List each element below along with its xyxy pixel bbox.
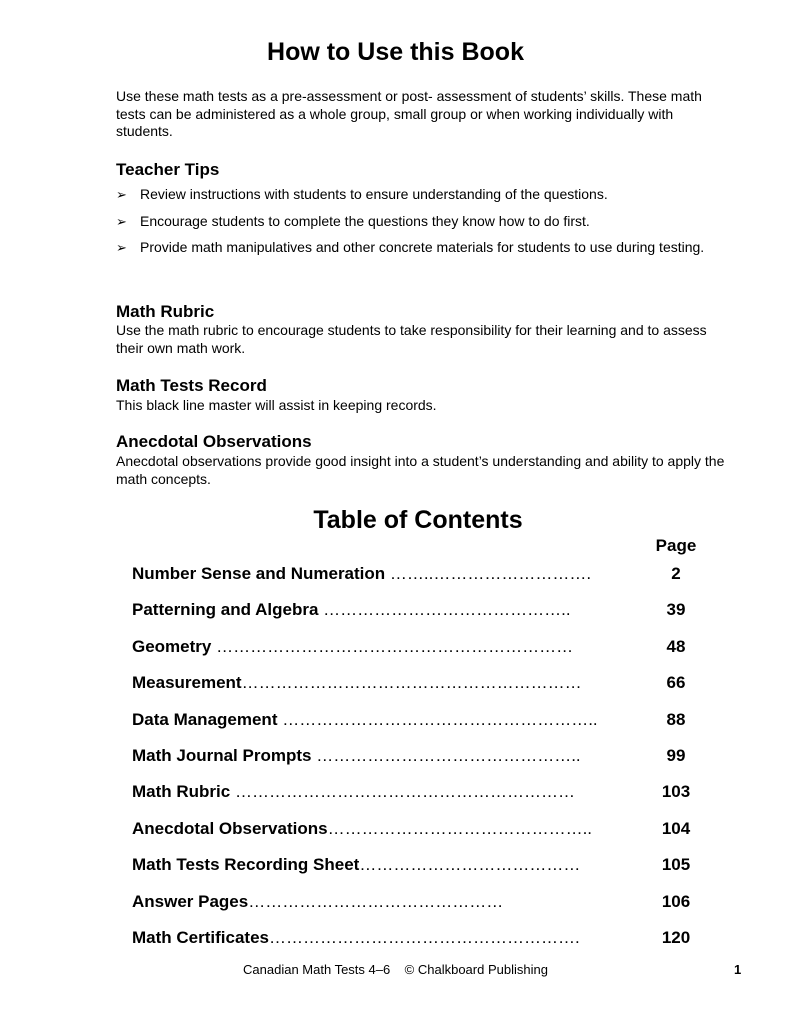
toc-entry-label: Data Management <box>132 709 278 729</box>
tip-item <box>116 239 726 257</box>
math-tests-record-heading: Math Tests Record <box>116 376 267 395</box>
tip-text: Review instructions with students to ensure understanding of the questions. <box>140 186 608 202</box>
anecdotal-observations-text: Anecdotal observations provide good insight into a student’s understanding and ability to apply the math concepts. <box>116 453 725 487</box>
toc-entry <box>132 854 732 890</box>
toc-title: Table of Contents <box>313 506 523 534</box>
toc-entry-page: 105 <box>661 855 691 875</box>
math-rubric-heading: Math Rubric <box>116 302 215 321</box>
toc-entry-page: 39 <box>666 600 686 620</box>
toc-entry-label: Math Journal Prompts <box>132 745 312 765</box>
toc-entry-page: 106 <box>661 891 691 911</box>
footer-text: Canadian Math Tests 4–6 © Chalkboard Publishing <box>243 962 548 977</box>
toc-leader-dots: ………………………………………………. <box>268 927 580 947</box>
toc-entry-page: 48 <box>666 636 686 656</box>
toc-leader-dots: ……………………………………………………… <box>211 636 574 656</box>
page-title: How to Use this Book <box>267 38 524 66</box>
toc-entry-label: Anecdotal Observations <box>132 818 328 838</box>
arrow-bullet-icon: ➢ <box>116 240 127 255</box>
toc-entry-label: Answer Pages <box>132 891 249 911</box>
toc-entry-label: Math Tests Recording Sheet <box>132 855 360 875</box>
toc-entry-page: 66 <box>666 673 686 693</box>
toc-entry-page: 2 <box>671 564 681 583</box>
teacher-tips-heading: Teacher Tips <box>116 160 220 179</box>
toc-entry <box>132 818 732 854</box>
toc-entry-page: 120 <box>661 927 691 947</box>
toc-entry-label: Math Certificates <box>132 927 269 947</box>
arrow-bullet-icon: ➢ <box>116 213 127 229</box>
arrow-bullet-icon: ➢ <box>116 187 127 202</box>
toc-entry <box>132 563 732 599</box>
toc-entry <box>132 745 732 781</box>
footer-page-number: 1 <box>734 962 742 977</box>
anecdotal-observations-heading: Anecdotal Observations <box>116 432 312 451</box>
toc-entry <box>132 927 732 963</box>
toc-leader-dots: ……………………………………….. <box>327 818 593 838</box>
toc-leader-dots: ……………………………………………….. <box>277 709 598 729</box>
tip-text: Provide math manipulatives and other concrete materials for students to use during testing. <box>140 239 705 255</box>
toc-entry-label: Patterning and Algebra <box>132 600 319 620</box>
math-tests-record-text: This black line master will assist in keeping records. <box>116 397 437 413</box>
toc-entry <box>132 636 732 672</box>
toc-entry <box>132 891 732 927</box>
toc-entry-label: Measurement <box>132 673 242 693</box>
toc-leader-dots: ………………………………… <box>359 855 581 875</box>
toc-leader-dots: ……………………………………….. <box>311 745 581 765</box>
toc-list <box>132 563 732 963</box>
toc-entry-page: 104 <box>661 818 691 838</box>
tip-text: Encourage students to complete the questions they know how to do first. <box>140 212 590 229</box>
toc-entry <box>132 672 732 708</box>
tip-item <box>116 213 726 231</box>
toc-leader-dots: ……………………………………… <box>248 891 504 911</box>
toc-entry <box>132 599 732 635</box>
toc-entry-page: 88 <box>666 709 686 729</box>
toc-entry-page: 103 <box>661 782 691 802</box>
toc-entry-page: 99 <box>666 745 686 765</box>
toc-entry-label: Number Sense and Numeration <box>132 564 386 583</box>
toc-leader-dots: …………………………………………………… <box>241 673 582 693</box>
toc-leader-dots: ……..………………………. <box>385 564 592 583</box>
toc-entry-label: Geometry <box>132 636 212 656</box>
toc-entry <box>132 781 732 817</box>
toc-leader-dots: …………………………………….. <box>318 600 571 620</box>
toc-entry-label: Math Rubric <box>132 782 231 802</box>
math-rubric-text: Use the math rubric to encourage students to take responsibility for their learning and to assess their own math work. <box>116 322 707 356</box>
tip-item <box>116 186 726 204</box>
teacher-tips-list <box>116 186 726 266</box>
toc-entry <box>132 709 732 745</box>
intro-paragraph: Use these math tests as a pre-assessment or post- assessment of students’ skills. These math tests can be administered as a whole group, small group or when working individually with students. <box>116 88 702 139</box>
toc-page-column-header: Page <box>655 536 697 555</box>
toc-leader-dots: …………………………………………………… <box>230 782 575 802</box>
